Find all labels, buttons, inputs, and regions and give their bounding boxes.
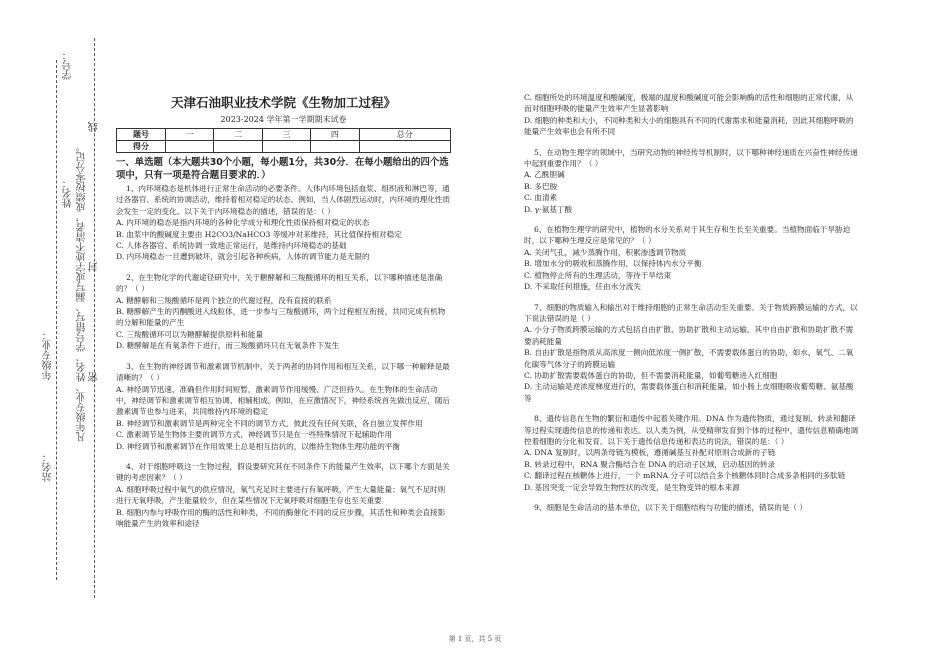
question-4 — [116, 461, 451, 529]
score-cell: 二 — [214, 129, 262, 141]
question-option: D. γ-氨基丁酸 — [524, 204, 573, 214]
question-option: A. 神经调节迅速、准确但作用时间短暂，激素调节作用缓慢、广泛但持久。在生物体的生命活动中，神经调节和激素调节相互协调、相辅相成。例如，在应激情况下，神经系统首先做出反应，随后激素调节也参与进来，共同维持内环境的稳定 — [116, 384, 451, 417]
question-option: A. 关闭气孔，减少蒸腾作用，积累渗透调节物质 — [524, 247, 687, 257]
question-stem: 5、在动物生理学的领域中，当研究动物的神经传导机制时，以下哪种神经递质在兴奋性神经传递中起到重要作用？（ ） — [524, 147, 858, 169]
question-option: C. 细胞所处的环境温度和酸碱度，极端的温度和酸碱度可能会影响酶的活性和细胞的正常代谢，从而对细胞呼吸的能量产生效率产生显著影响 — [524, 93, 854, 114]
question-option: C. 人体各器官、系统协调一致地正常运行，是维持内环境稳态的基础 — [116, 241, 347, 251]
question-4-continued — [524, 92, 859, 138]
page-number: 第 1 页，共 5 页 — [448, 635, 502, 643]
question-option: C. 协助扩散需要载体蛋白的协助，但不需要消耗能量，如葡萄糖进入红细胞 — [524, 370, 778, 380]
question-option: A. 小分子物质跨膜运输的方式包括自由扩散、协助扩散和主动运输，其中自由扩散和协助扩散不需要消耗能量 — [524, 325, 854, 346]
exam-subtitle: 2023-2024 学年第一学期期末试卷 — [220, 115, 347, 124]
question-7 — [524, 302, 859, 405]
exam-title: 天津石油职业技术学院《生物加工过程》 — [170, 95, 396, 110]
question-option: D. 基因突变一定会导致生物性状的改变，是生物变异的根本来源 — [524, 482, 740, 492]
question-stem: 4、对于细胞呼吸这一生物过程，假设要研究其在不同条件下的能量产生效率，以下哪个方面是关键的考虑因素？（ ） — [116, 461, 450, 483]
score-table — [116, 128, 451, 153]
score-cell: 三 — [262, 129, 310, 141]
score-cell: 总分 — [359, 129, 450, 141]
question-option: D. 细胞的种类和大小，不同种类和大小的细胞具有不同的代谢需求和能量消耗，因此其细胞呼吸的能量产生效率也会有所不同 — [524, 115, 854, 137]
question-stem: 9、细胞是生命活动的基本单位，以下关于细胞结构与功能的描述，错误的是（ ） — [534, 503, 808, 512]
score-cell-empty — [214, 141, 262, 153]
question-option: D. 神经调节和激素调节在作用效果上总是相互拮抗的，以维持生物体生理功能的平衡 — [116, 441, 401, 451]
question-option: B. 增加水分的吸收和蒸腾作用，以保持体内水分平衡 — [524, 259, 702, 269]
question-6 — [524, 224, 859, 292]
question-option: C. 激素调节是生物体主要的调节方式，神经调节只是在一些特殊情况下起辅助作用 — [116, 430, 393, 440]
question-option: B. 细胞内参与呼吸作用的酶的活性和种类，不同的酶催化不同的反应步骤，其活性和种类会直接影响能量产生的效率和途径 — [116, 507, 446, 528]
question-5 — [524, 147, 859, 215]
question-option: C. 血清素 — [524, 193, 558, 203]
seal-char-seal: 封 — [89, 262, 100, 272]
seal-char-secret: 密 — [89, 372, 100, 382]
score-cell: 四 — [311, 129, 359, 141]
score-table-score-row — [117, 141, 451, 153]
question-option: A. 乙酰胆碱 — [524, 170, 565, 180]
question-option: B. 转录过程中，RNA 聚合酶结合在 DNA 的启动子区域，启动基因的转录 — [524, 459, 776, 469]
name-label: 姓名： — [63, 178, 74, 208]
question-stem: 1、内环境稳态是机体进行正常生命活动的必要条件。人体内环境包括血浆、组织液和淋巴等，通过各器官、系统的协调活动，维持着相对稳定的状态。例如，当人体剧烈运动时，内环境的理化性质会发生一定的变化。以下关于内环境稳态的描述，错误的是：（ ） — [116, 184, 451, 216]
seal-char-line: 线 — [89, 122, 100, 132]
score-cell: 题号 — [117, 129, 166, 141]
question-1 — [116, 183, 451, 263]
dashed-cut-line — [56, 60, 57, 580]
question-9 — [524, 502, 859, 513]
score-cell-empty — [311, 141, 359, 153]
score-cell: 得分 — [117, 141, 166, 153]
right-column — [524, 92, 859, 514]
station-label: 站名： — [43, 452, 54, 482]
binding-notice: 凡年级专业、姓名、学号错写、漏写或字迹不清者，成绩按零分记。 — [77, 142, 88, 442]
question-8 — [524, 413, 859, 493]
question-2 — [116, 272, 451, 352]
question-option: A. 糖酵解和三羧酸循环是两个独立的代谢过程，没有直接的联系 — [116, 295, 332, 305]
question-option: D. 不采取任何措施，任由水分流失 — [524, 282, 641, 292]
question-option: A. 细胞呼吸过程中氧气的供应情况，氧气充足时主要进行有氧呼吸，产生大量能量；氧气不足时则进行无氧呼吸，产生能量较少，但在某些情况下无氧呼吸对细胞生存也至关重要 — [116, 484, 446, 506]
question-stem: 3、在生物的神经调节和激素调节机制中，关于两者的协同作用和相互关系，以下哪一种解释是最清晰的？（ ） — [116, 361, 450, 383]
left-column — [116, 95, 451, 530]
score-cell-empty — [359, 141, 450, 153]
question-option: B. 糖酵解产生的丙酮酸进入线粒体，进一步参与三羧酸循环，两个过程相互衔接，共同完成有机物的分解和能量的产生 — [116, 307, 446, 328]
score-cell: 一 — [166, 129, 214, 141]
question-option: B. 多巴胺 — [524, 181, 558, 191]
student-id-label: 学号： — [63, 50, 74, 80]
question-option: B. 自由扩散是指物质从高浓度一侧向低浓度一侧扩散，不需要载体蛋白的协助，如水、氧气、二氧化碳等气体分子的跨膜运输 — [524, 348, 854, 369]
question-option: C. 植物停止所有的生理活动，等待干旱结束 — [524, 270, 672, 280]
score-cell-empty — [262, 141, 310, 153]
section-heading: 一、单选题（本大题共30个小题，每小题1分，共30分．在每小题给出的四个选项中，只有一项是符合题目要求的．） — [116, 157, 449, 181]
score-table-header-row — [117, 129, 451, 141]
grade-major-label: 年级专业： — [43, 330, 54, 380]
question-option: D. 糖酵解是在有氧条件下进行，而三羧酸循环只在无氧条件下发生 — [116, 341, 340, 351]
question-stem: 6、在植物生理学的研究中，植物的水分关系对于其生存和生长至关重要。当植物面临干旱胁迫时，以下哪种生理反应是常见的？（ ） — [524, 225, 851, 246]
question-option: C. 三羧酸循环可以为糖酵解提供原料和能量 — [116, 329, 264, 339]
question-stem: 8、遗传信息在生物的繁衍和遗传中起着关键作用。DNA 作为遗传物质，通过复制、转录和翻译等过程实现遗传信息的传递和表达。以人类为例，从受精卵发育到个体的过程中，遗传信息精确地调控着细胞的分化和发育。以下关于遗传信息传递和表达的说法，错误的是：（ ） — [524, 414, 859, 446]
binding-margin — [0, 0, 120, 672]
question-option: D. 主动运输是逆浓度梯度进行的，需要载体蛋白和消耗能量，如小肠上皮细胞吸收葡萄糖、氨基酸等 — [524, 382, 854, 403]
question-stem: 7、细胞的物质输入和输出对于维持细胞的正常生命活动至关重要。关于物质跨膜运输的方式，以下说法错误的是（ ） — [524, 302, 858, 323]
score-cell-empty — [166, 141, 214, 153]
question-stem: 2、在生物化学的代谢途径研究中，关于糖酵解和三羧酸循环的相互关系，以下哪种描述是准确的？（ ） — [116, 272, 443, 294]
question-option: C. 翻译过程在核糖体上进行，一个 mRNA 分子可以结合多个核糖体同时合成多条相同的多肽链 — [524, 471, 846, 481]
question-option: B. 血浆中的酸碱度主要由 H2CO3/NaHCO3 等缓冲对来维持，其比值保持相对稳定 — [116, 229, 402, 239]
question-option: A. 内环境的稳态是指内环境的各种化学成分和理化性质保持相对稳定的状态 — [116, 218, 370, 228]
question-3 — [116, 361, 451, 452]
question-option: A. DNA 复制时，以两条母链为模板，遵循碱基互补配对原则合成新的子链 — [524, 448, 776, 458]
question-option: D. 内环境稳态一旦遭到破坏，就会引起各种疾病，人体的调节能力是无限的 — [116, 252, 370, 262]
question-option: B. 神经调节和激素调节是两种完全不同的调节方式，彼此没有任何关联，各自独立发挥作用 — [116, 418, 423, 428]
